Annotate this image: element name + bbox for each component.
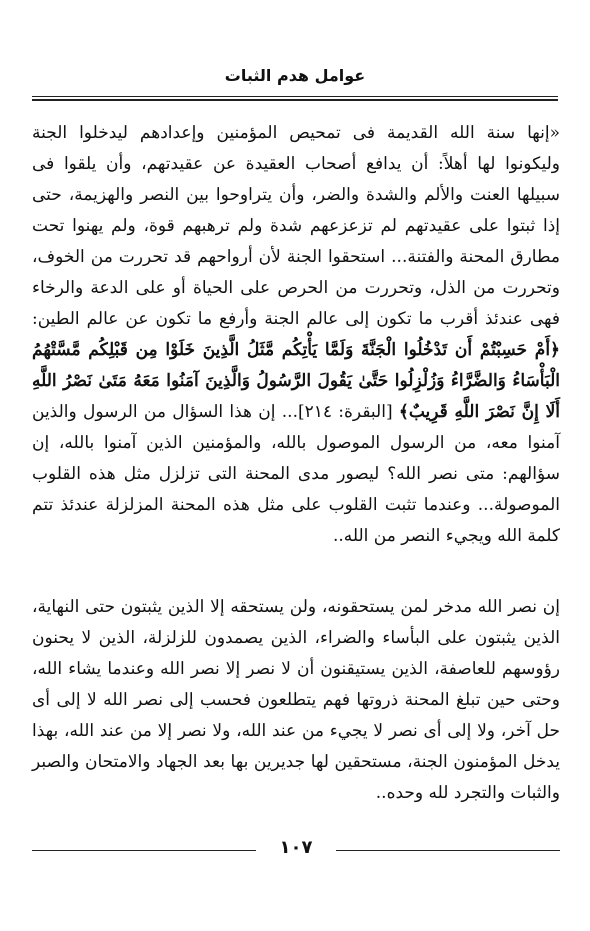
page-number: ١٠٧ — [279, 837, 313, 858]
footer-rule-right — [336, 850, 560, 851]
header-rule-thick — [32, 99, 558, 101]
verse-reference: [البقرة: ٢١٤] — [297, 402, 399, 422]
header-rule-thin — [32, 96, 558, 97]
paragraph-1-intro: «إنها سنة الله القديمة فى تمحيص المؤمنين وإعدادهم ليدخلوا الجنة وليكونوا لها أهلاً: أن يدافع أصحاب العقيدة عن عقيدتهم، وأن يلقوا فى سبيلها العنت والألم والشدة والضر، وأن يتراوحوا بين النصر والهزيمة، حتى إذا ثبتوا على عقيدتهم لم تزعزعهم شدة ولم ترهبهم قوة، ولم يهنوا تحت مطارق المحنة والفتنة... استحقوا الجنة لأن أرواحهم قد تحررت من الخوف، وتحررت من الذل، وتحررت من الحرص على الحياة أو على الدعة والرخاء فهى عندئذ أقرب ما تكون إلى عالم الجنة وأرفع ما تكون عن عالم الطين: — [32, 123, 560, 329]
quran-verse: ﴿أَمْ حَسِبْتُمْ أَن تَدْخُلُوا الْجَنَّةَ وَلَمَّا يَأْتِكُم مَّثَلُ الَّذِينَ خَلَوْا مِن قَبْلِكُم مَّسَّتْهُمُ الْبَأْسَاءُ وَالضَّرَّاءُ وَزُلْزِلُوا حَتَّىٰ يَقُولَ الرَّسُولُ وَالَّذِينَ آمَنُوا مَعَهُ مَتَىٰ نَصْرُ اللَّهِ أَلَا إِنَّ نَصْرَ اللَّهِ قَرِيبٌ﴾ — [32, 340, 561, 422]
paragraph-1-rest: ... إن هذا السؤال من الرسول والذين آمنوا معه، من الرسول الموصول بالله، والمؤمنين الذين آمنوا بالله، إن سؤالهم: متى نصر الله؟ ليصور مدى المحنة التى تزلزل مثل هذه القلوب الموصولة... وعندما تثبت القلوب على مثل هذه المحنة المزلزلة عندئذ تتم كلمة الله ويجيء النصر من الله.. — [32, 402, 560, 546]
running-header-title: عوامل هدم الثبات — [224, 66, 366, 85]
paragraph-1 — [32, 118, 560, 552]
paragraph-2: إن نصر الله مدخر لمن يستحقونه، ولن يستحقه إلا الذين يثبتون حتى النهاية، الذين يثبتون على البأساء والضراء، الذين يصمدون للزلزلة، الذين لا يحنون رؤوسهم للعاصفة، الذين يستيقنون أن لا نصر إلا نصر الله وعندما يشاء الله، وحتى حين تبلغ المحنة ذروتها فهم يتطلعون فحسب إلى نصر الله لا إلى أى حل آخر، ولا إلى أى نصر لا يجيء من عند الله، ولا نصر إلا من عند الله، بهذا يدخل المؤمنون الجنة، مستحقين لها جديرين بها بعد الجهاد والامتحان والصبر والثبات والتجرد لله وحده.. — [32, 597, 560, 803]
footer-rule-left — [32, 850, 256, 851]
